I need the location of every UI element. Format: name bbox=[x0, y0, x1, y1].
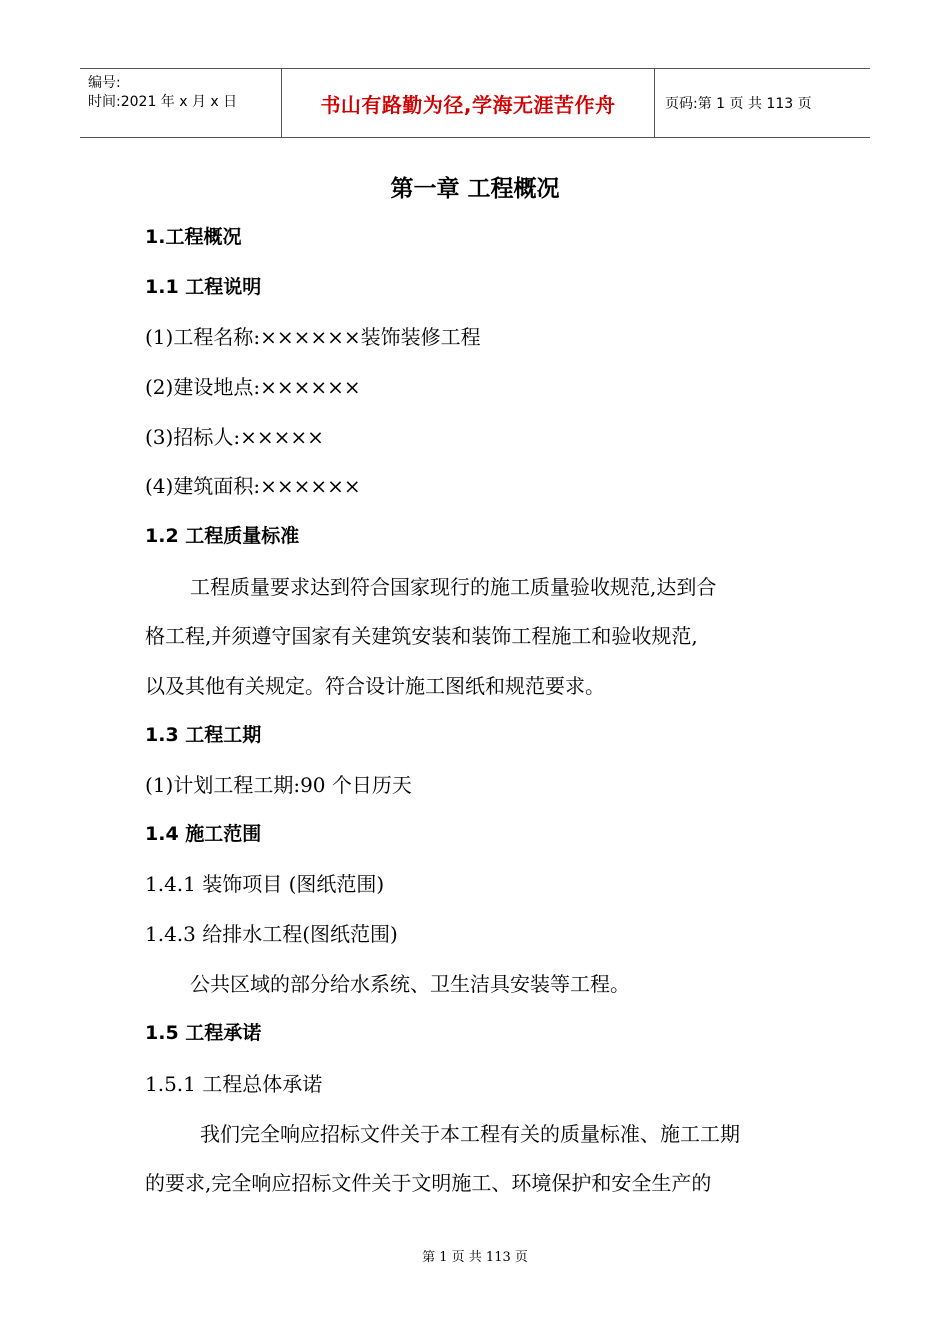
paragraph-line: 格工程,并须遵守国家有关建筑安装和装饰工程施工和验收规范, bbox=[145, 624, 698, 648]
header-motto-cell bbox=[282, 69, 655, 137]
page-footer: 第 1 页 共 113 页 bbox=[422, 1250, 528, 1265]
section-heading: 1.1 工程说明 bbox=[145, 276, 262, 298]
paragraph-line: 工程质量要求达到符合国家现行的施工质量验收规范,达到合 bbox=[190, 575, 717, 599]
subsection-heading: 1.5.1 工程总体承诺 bbox=[145, 1072, 323, 1096]
section-heading: 1.3 工程工期 bbox=[145, 724, 262, 746]
time-label: 时间:2021 年 x 月 x 日 bbox=[88, 94, 238, 110]
header-right-cell bbox=[655, 69, 870, 137]
list-item: (4)建筑面积:×××××× bbox=[145, 474, 361, 498]
paragraph-line: 的要求,完全响应招标文件关于文明施工、环境保护和安全生产的 bbox=[145, 1171, 712, 1195]
chapter-title: 第一章 工程概况 bbox=[390, 176, 560, 202]
list-item: (3)招标人:××××× bbox=[145, 425, 324, 449]
paragraph-line: 公共区域的部分给水系统、卫生洁具安装等工程。 bbox=[190, 972, 630, 996]
paragraph-line: 我们完全响应招标文件关于本工程有关的质量标准、施工工期 bbox=[200, 1122, 740, 1146]
section-heading: 1.5 工程承诺 bbox=[145, 1022, 262, 1044]
list-item: (1)工程名称:××××××装饰装修工程 bbox=[145, 325, 481, 349]
page-header bbox=[80, 68, 870, 138]
paragraph-line: 以及其他有关规定。符合设计施工图纸和规范要求。 bbox=[145, 674, 605, 698]
list-item: (2)建设地点:×××××× bbox=[145, 375, 361, 399]
section-heading: 1.4 施工范围 bbox=[145, 823, 262, 845]
number-label: 编号: bbox=[88, 75, 121, 91]
section-heading: 1.工程概况 bbox=[145, 226, 242, 248]
motto: 书山有路勤为径,学海无涯苦作舟 bbox=[320, 92, 616, 117]
list-item: (1)计划工程工期:90 个日历天 bbox=[145, 773, 412, 797]
subsection-heading: 1.4.1 装饰项目 (图纸范围) bbox=[145, 872, 385, 896]
section-heading: 1.2 工程质量标准 bbox=[145, 525, 300, 547]
header-page-info: 页码:第 1 页 共 113 页 bbox=[665, 96, 812, 112]
header-left-cell bbox=[80, 69, 282, 137]
subsection-heading: 1.4.3 给排水工程(图纸范围) bbox=[145, 922, 398, 946]
